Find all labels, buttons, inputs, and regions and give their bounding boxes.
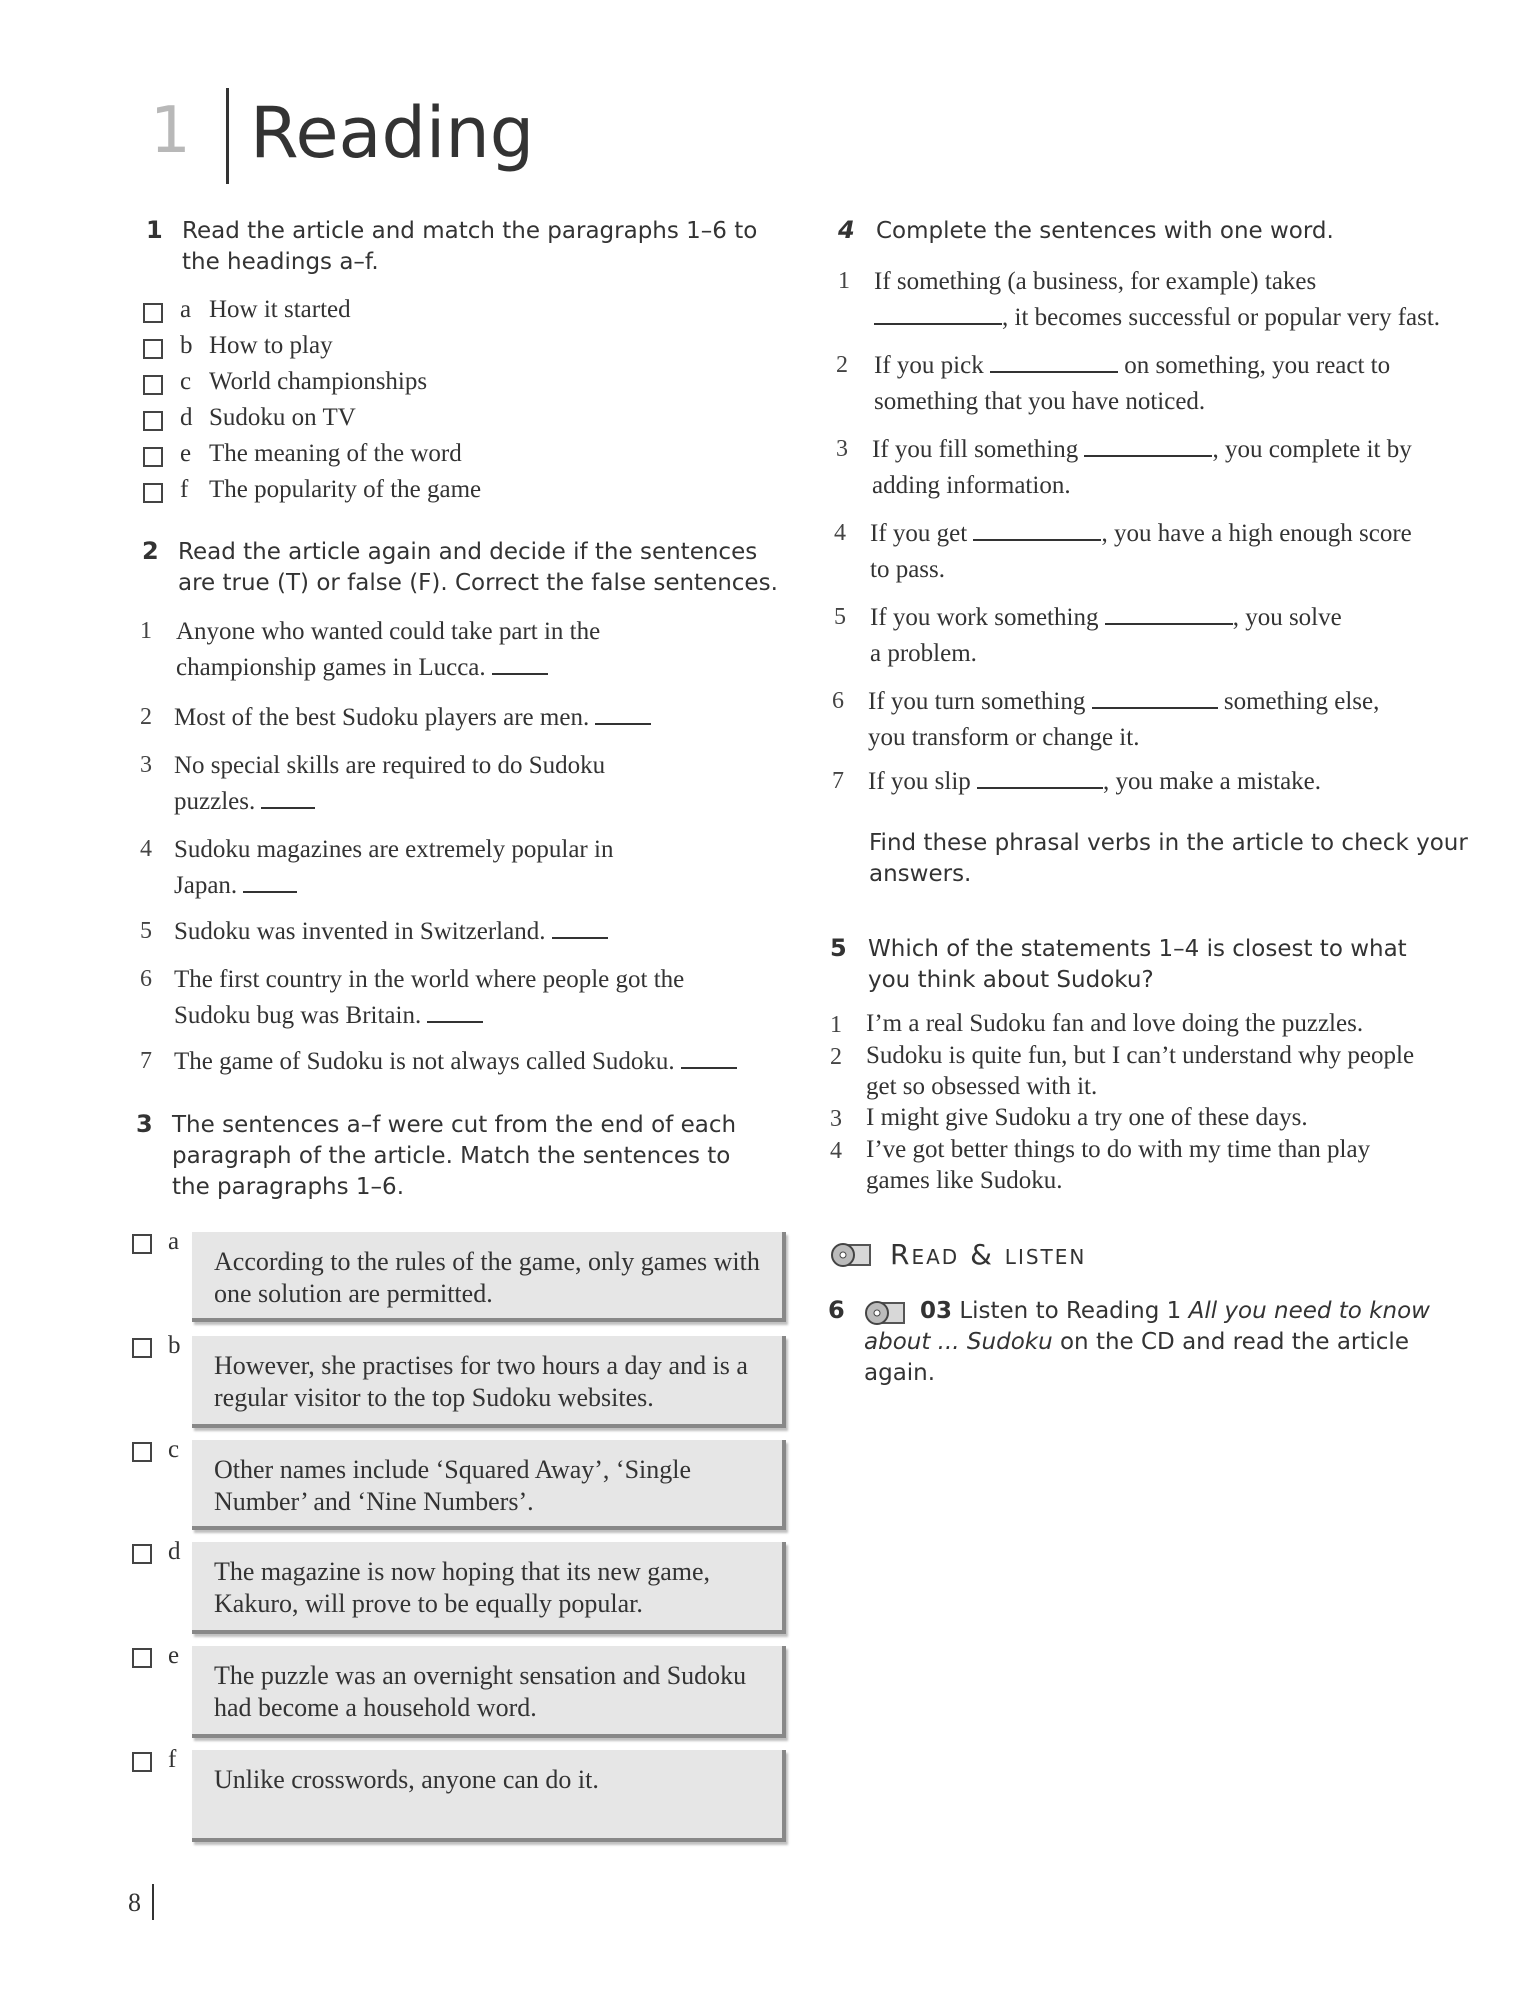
sentence-line-1: Sudoku was invented in Switzerland. (174, 918, 546, 945)
item-letter: c (180, 368, 192, 395)
read-listen-heading: Read & listen (890, 1238, 1087, 1271)
item-letter: f (180, 476, 189, 503)
item-number: 3 (830, 1106, 842, 1132)
answer-blank[interactable] (1092, 706, 1218, 709)
item-text: How it started (209, 296, 351, 323)
item-number: 3 (836, 436, 848, 462)
item-letter: d (180, 404, 193, 431)
article-title: All you need to know about ... Sudoku (864, 1298, 1430, 1355)
sentence-part-c: something that you have noticed. (874, 388, 1206, 415)
answer-blank[interactable] (990, 370, 1118, 373)
answer-checkbox[interactable] (132, 1338, 152, 1358)
sentence-line-2: Sudoku bug was Britain. (174, 1002, 422, 1029)
title-heading: Reading (250, 92, 535, 174)
statement-line: games like Sudoku. (866, 1167, 1063, 1194)
exercise-number: 5 (830, 934, 847, 962)
answer-blank[interactable] (492, 672, 548, 675)
sentence-part-b: , you solve (1232, 604, 1342, 631)
sentence-part-a: If you get (870, 520, 968, 547)
item-number: 6 (832, 688, 844, 714)
sentence-part-b: on something, you react to (1124, 352, 1391, 379)
sentence-strip: However, she practises for two hours a day and is a regular visitor to the top Sudoku websites. (192, 1336, 786, 1428)
sentence-part-b: , you make a mistake. (1103, 768, 1322, 795)
exercise-instruction: Complete the sentences with one word. (876, 218, 1334, 244)
page-number-divider (152, 1884, 154, 1920)
item-letter: d (168, 1538, 181, 1565)
title-divider (226, 88, 229, 184)
sentence-text (176, 614, 796, 686)
sentence-text (174, 1044, 794, 1080)
answer-blank[interactable] (973, 538, 1101, 541)
answer-checkbox[interactable] (143, 483, 163, 503)
text-post: on the CD and read the article again. (864, 1329, 1409, 1386)
sentence-strip: The puzzle was an overnight sensation and Sudoku had become a household word. (192, 1646, 786, 1738)
exercise-number: 2 (142, 537, 159, 565)
item-letter: e (168, 1642, 180, 1669)
item-text: The popularity of the game (209, 476, 482, 503)
sentence-line-1: No special skills are required to do Sudoku (174, 752, 606, 779)
sentence-part-b: , it becomes successful or popular very fast. (1002, 304, 1441, 331)
item-text: World championships (209, 368, 428, 395)
sentence-text (868, 684, 1478, 756)
sentence-part-c: a problem. (870, 640, 977, 667)
exercise-instruction: The sentences a–f were cut from the end of each paragraph of the article. Match the sentences to the paragraphs 1–6. (172, 1112, 737, 1200)
sentence-strip: Unlike crosswords, anyone can do it. (192, 1750, 786, 1842)
answer-blank[interactable] (977, 786, 1103, 789)
sentence-part-b: , you have a high enough score (1101, 520, 1412, 547)
answer-blank[interactable] (427, 1020, 483, 1023)
answer-blank[interactable] (1084, 454, 1212, 457)
item-number: 4 (830, 1138, 842, 1164)
page-number: 8 (128, 1888, 141, 1917)
statement-text (866, 1008, 1486, 1039)
sentence-text (174, 700, 794, 736)
sentence-line-1: The first country in the world where people got the (174, 966, 685, 993)
sentence-line-2: Japan. (174, 872, 238, 899)
statement-text (866, 1134, 1486, 1196)
item-text: How to play (209, 332, 333, 359)
sentence-part-a: If you fill something (872, 436, 1079, 463)
item-text: The meaning of the word (209, 440, 462, 467)
sentence-line-1: Most of the best Sudoku players are men. (174, 704, 590, 731)
sentence-part-a: If you slip (868, 768, 971, 795)
item-number: 3 (140, 752, 152, 778)
sentence-text (174, 832, 794, 904)
statement-line: Sudoku is quite fun, but I can’t understand why people (866, 1042, 1415, 1069)
sentence-text (874, 264, 1484, 336)
answer-checkbox[interactable] (143, 447, 163, 467)
exercise-instruction: Read the article again and decide if the sentences are true (T) or false (F). Correct the false sentences. (178, 539, 778, 596)
exercise-number: 3 (136, 1110, 153, 1138)
answer-blank[interactable] (552, 936, 608, 939)
item-letter: b (180, 332, 193, 359)
item-letter: c (168, 1436, 180, 1463)
sentence-text (174, 962, 794, 1034)
statement-line: I’m a real Sudoku fan and love doing the puzzles. (866, 1010, 1364, 1037)
sentence-part-c: to pass. (870, 556, 945, 583)
sentence-line-1: Anyone who wanted could take part in the (176, 618, 601, 645)
item-number: 4 (834, 520, 846, 546)
item-number: 7 (140, 1048, 152, 1074)
item-number: 6 (140, 966, 152, 992)
answer-blank[interactable] (874, 322, 1002, 325)
statement-text (866, 1040, 1486, 1102)
sentence-part-c: adding information. (872, 472, 1071, 499)
unit-number: 1 (150, 94, 191, 168)
answer-checkbox[interactable] (132, 1442, 152, 1462)
sentence-text (870, 600, 1480, 672)
read-listen-section (830, 1238, 1470, 1278)
exercise-6-text (864, 1296, 1444, 1389)
q4-footer-note: Find these phrasal verbs in the article to check your answers. (869, 830, 1468, 887)
exercise-instruction: Which of the statements 1–4 is closest to what you think about Sudoku? (868, 936, 1407, 993)
item-letter: a (180, 296, 192, 323)
statement-line: I might give Sudoku a try one of these days. (866, 1104, 1308, 1131)
text-pre: Listen to Reading 1 (959, 1298, 1189, 1324)
item-letter: b (168, 1332, 181, 1359)
answer-blank[interactable] (1105, 622, 1233, 625)
exercise-number: 6 (828, 1296, 845, 1324)
answer-checkbox[interactable] (143, 375, 163, 395)
sentence-text (870, 516, 1480, 588)
item-number: 2 (830, 1044, 842, 1070)
sentence-part-a: If you turn something (868, 688, 1086, 715)
answer-blank[interactable] (681, 1066, 737, 1069)
statement-line: I’ve got better things to do with my time than play (866, 1136, 1371, 1163)
exercise-instruction: Read the article and match the paragraphs 1–6 to the headings a–f. (182, 218, 758, 275)
item-number: 2 (140, 704, 152, 730)
sentence-part-c: you transform or change it. (868, 724, 1140, 751)
sentence-text (174, 914, 794, 950)
sentence-part-b: , you complete it by (1212, 436, 1412, 463)
item-letter: e (180, 440, 192, 467)
track-number: 03 (920, 1298, 953, 1324)
answer-checkbox[interactable] (143, 303, 163, 323)
answer-checkbox[interactable] (132, 1752, 152, 1772)
sentence-part-a: If you work something (870, 604, 1099, 631)
answer-checkbox[interactable] (132, 1648, 152, 1668)
cd-book-icon (830, 1242, 872, 1268)
sentence-text (868, 764, 1478, 800)
answer-checkbox[interactable] (143, 411, 163, 431)
exercise-number: 1 (146, 216, 163, 244)
sentence-text (174, 748, 794, 820)
sentence-strip: According to the rules of the game, only games with one solution are permitted. (192, 1232, 786, 1322)
answer-checkbox[interactable] (143, 339, 163, 359)
item-number: 4 (140, 836, 152, 862)
sentence-line-1: Sudoku magazines are extremely popular in (174, 836, 614, 863)
statement-line: get so obsessed with it. (866, 1073, 1098, 1100)
sentence-part-b: something else, (1223, 688, 1380, 715)
item-number: 7 (832, 768, 844, 794)
sentence-text (872, 432, 1482, 504)
item-number: 5 (834, 604, 846, 630)
sentence-line-2: championship games in Lucca. (176, 654, 486, 681)
item-number: 1 (830, 1012, 842, 1038)
sentence-line-2: puzzles. (174, 788, 256, 815)
sentence-part-a: If something (a business, for example) takes (874, 268, 1317, 295)
answer-checkbox[interactable] (132, 1544, 152, 1564)
answer-checkbox[interactable] (132, 1234, 152, 1254)
item-letter: a (168, 1228, 180, 1255)
item-letter: f (168, 1746, 177, 1773)
answer-blank[interactable] (595, 722, 651, 725)
item-number: 1 (838, 268, 850, 294)
exercise-number: 4 (838, 216, 855, 244)
sentence-strip: The magazine is now hoping that its new game, Kakuro, will prove to be equally popular. (192, 1542, 786, 1634)
answer-blank[interactable] (261, 806, 315, 809)
item-number: 1 (140, 618, 152, 644)
answer-blank[interactable] (243, 890, 297, 893)
sentence-strip: Other names include ‘Squared Away’, ‘Single Number’ and ‘Nine Numbers’. (192, 1440, 786, 1530)
sentence-line-1: The game of Sudoku is not always called Sudoku. (174, 1048, 675, 1075)
item-text: Sudoku on TV (209, 404, 356, 431)
sentence-text (874, 348, 1484, 420)
statement-text (866, 1102, 1486, 1133)
sentence-part-a: If you pick (874, 352, 984, 379)
item-number: 5 (140, 918, 152, 944)
item-number: 2 (836, 352, 848, 378)
